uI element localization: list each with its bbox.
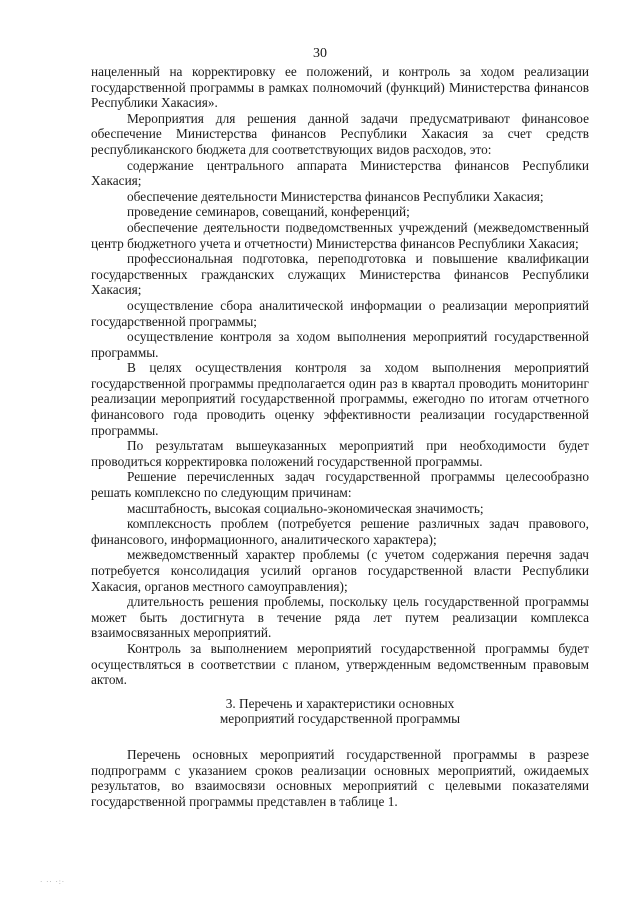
list-item: осуществление сбора аналитической информации о реализации мероприятий государственной программы; xyxy=(91,297,589,329)
paragraph: нацеленный на корректировку ее положений, и контроль за ходом реализации государственной программы в рамках полномочий (функций) Министерства финансов Республики Хакасия». xyxy=(91,64,589,111)
list-item: обеспечение деятельности Министерства финансов Республики Хакасия; xyxy=(127,188,544,204)
list-item: проведение семинаров, совещаний, конференций; xyxy=(127,204,410,220)
paragraph: По результатам вышеуказанных мероприятий при необходимости будет проводиться корректировка положений государственной программы. xyxy=(91,438,589,469)
paragraph: Решение перечисленных задач государственной программы целесообразно решать комплексно по следующим причинам: xyxy=(91,469,589,501)
document-body xyxy=(91,64,589,809)
list-item: комплексность проблем (потребуется решение различных задач правового, финансового, информационного, аналитического характера); xyxy=(91,516,589,547)
section-heading-line: 3. Перечень и характеристики основных xyxy=(225,695,455,711)
section-heading-line: мероприятий государственной программы xyxy=(219,711,461,727)
paragraph: Мероприятия для решения данной задачи предусматривают финансовое обеспечение Министерства финансов Республики Хакасия за счет средств республиканского бюджета для соответствующих видов расходов, это: xyxy=(91,110,589,157)
spacer xyxy=(91,727,589,747)
page-number: 30 xyxy=(313,46,327,61)
list-item: межведомственный характер проблемы (с учетом содержания перечня задач потребуется консолидация усилий органов государственной власти Республики Хакасия, органов местного самоуправления); xyxy=(91,547,589,594)
paragraph: Перечень основных мероприятий государственной программы в разрезе подпрограмм с указанием сроков реализации основных мероприятий, ожидаемых результатов, во взаимосвязи основных мероприятий с целевыми показателями государственной программы представлен в таблице 1. xyxy=(91,746,589,809)
section-heading xyxy=(91,696,589,727)
scan-artifact: · ·· ·:· xyxy=(40,878,66,886)
list-item: осуществление контроля за ходом выполнения мероприятий государственной программы. xyxy=(91,329,589,360)
list-item: обеспечение деятельности подведомственных учреждений (межведомственный центр бюджетного учета и отчетности) Министерства финансов Республики Хакасия; xyxy=(91,219,589,251)
list-item: содержание центрального аппарата Министерства финансов Республики Хакасия; xyxy=(91,157,589,189)
paragraph: Контроль за выполнением мероприятий государственной программы будет осуществляться в соответствии с планом, утвержденным ведомственным правовым актом. xyxy=(91,640,589,688)
paragraph: В целях осуществления контроля за ходом выполнения мероприятий государственной программы предполагается один раз в квартал проводить мониторинг реализации мероприятий государственной программы, ежегодно по итогам отчетного финансового года проводить оценку эффективности реализации государственной программы. xyxy=(91,360,589,438)
list-item: длительность решения проблемы, поскольку цель государственной программы может быть достигнута в течение ряда лет путем реализации комплекса взаимосвязанных мероприятий. xyxy=(91,594,589,641)
list-item: профессиональная подготовка, переподготовка и повышение квалификации государственных гражданских служащих Министерства финансов Республики Хакасия; xyxy=(91,251,589,298)
list-item: масштабность, высокая социально-экономическая значимость; xyxy=(127,500,484,516)
